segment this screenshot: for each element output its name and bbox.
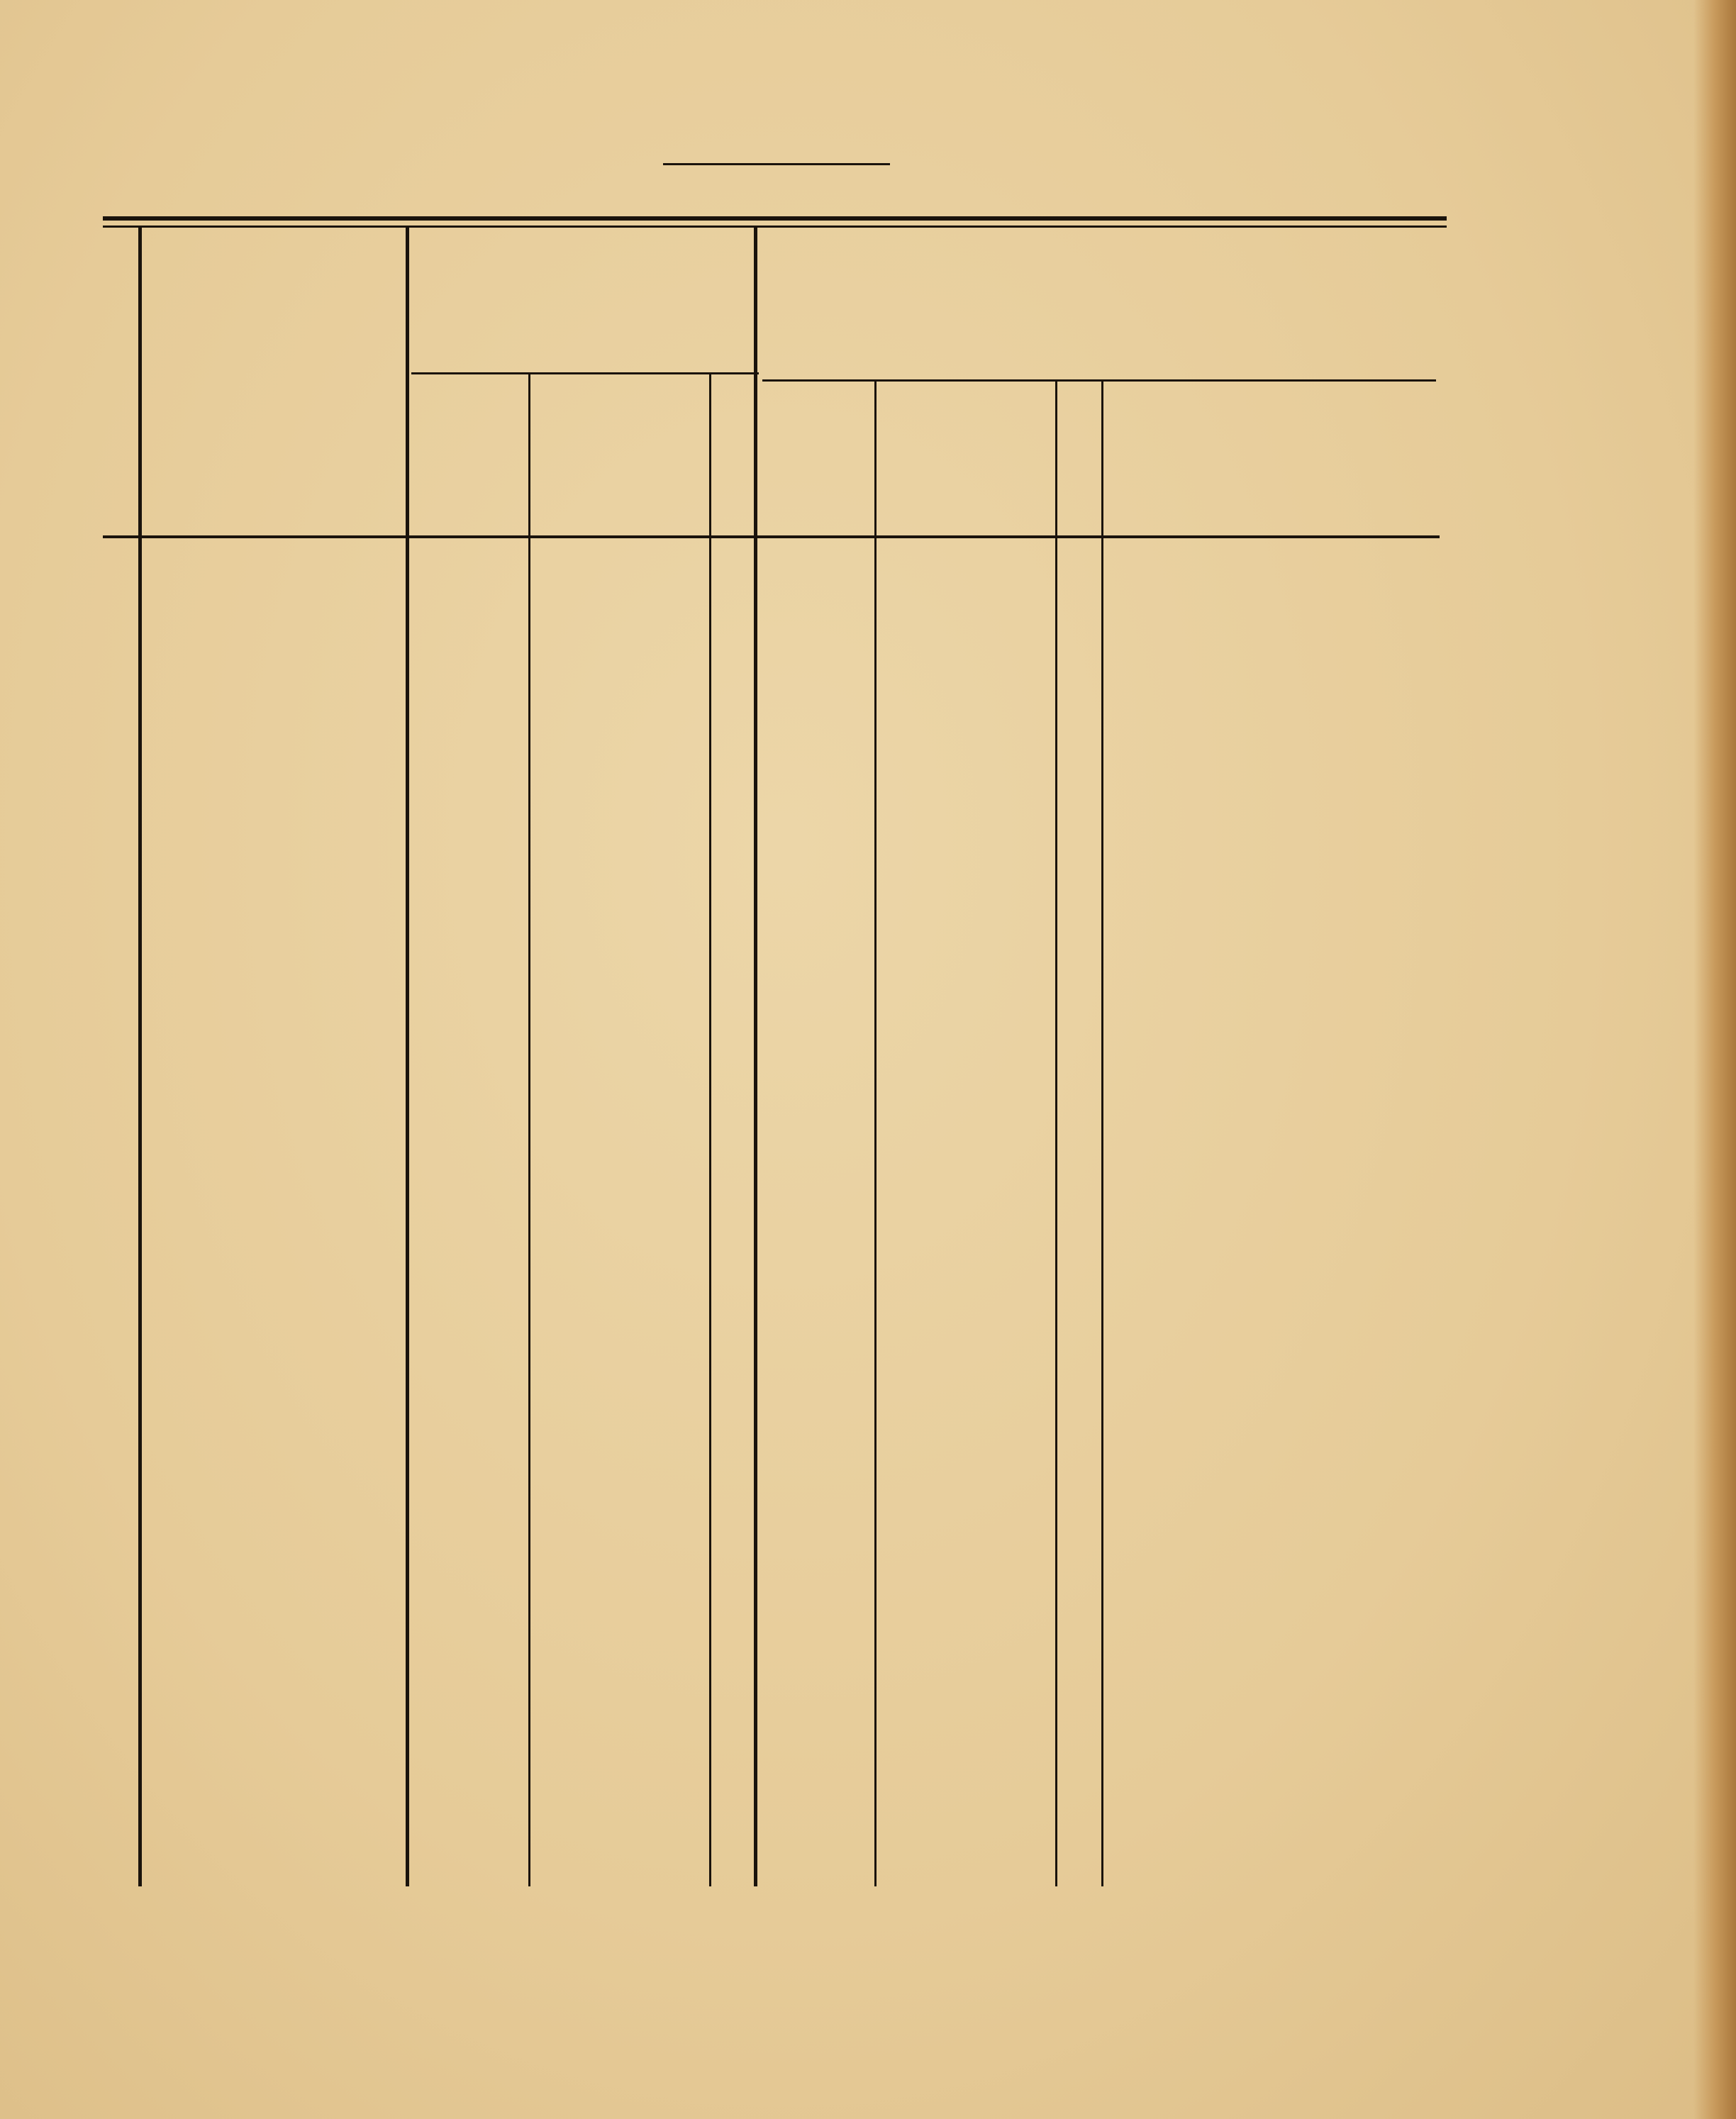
header-namen bbox=[145, 298, 401, 313]
vline-bei bbox=[709, 372, 711, 1886]
top-rule-thick bbox=[103, 216, 1447, 221]
vline-bei2 bbox=[1055, 379, 1057, 1886]
sonstige-sub-rule bbox=[762, 379, 1436, 382]
top-rule-thin bbox=[103, 226, 1447, 228]
umlage-sub-rule bbox=[411, 372, 759, 374]
vline-erh2 bbox=[1101, 379, 1103, 1886]
header-bottom-rule bbox=[103, 535, 1440, 538]
title-underline bbox=[663, 163, 890, 165]
header-aus2 bbox=[761, 426, 874, 454]
page-edge-shadow bbox=[1693, 0, 1736, 2119]
vline-nr bbox=[138, 226, 142, 1886]
header-aus bbox=[411, 417, 528, 445]
vline-umlage-end bbox=[754, 226, 757, 1886]
vline-aus bbox=[528, 372, 530, 1886]
vline-aus2 bbox=[874, 379, 877, 1886]
vline-name bbox=[406, 226, 409, 1886]
